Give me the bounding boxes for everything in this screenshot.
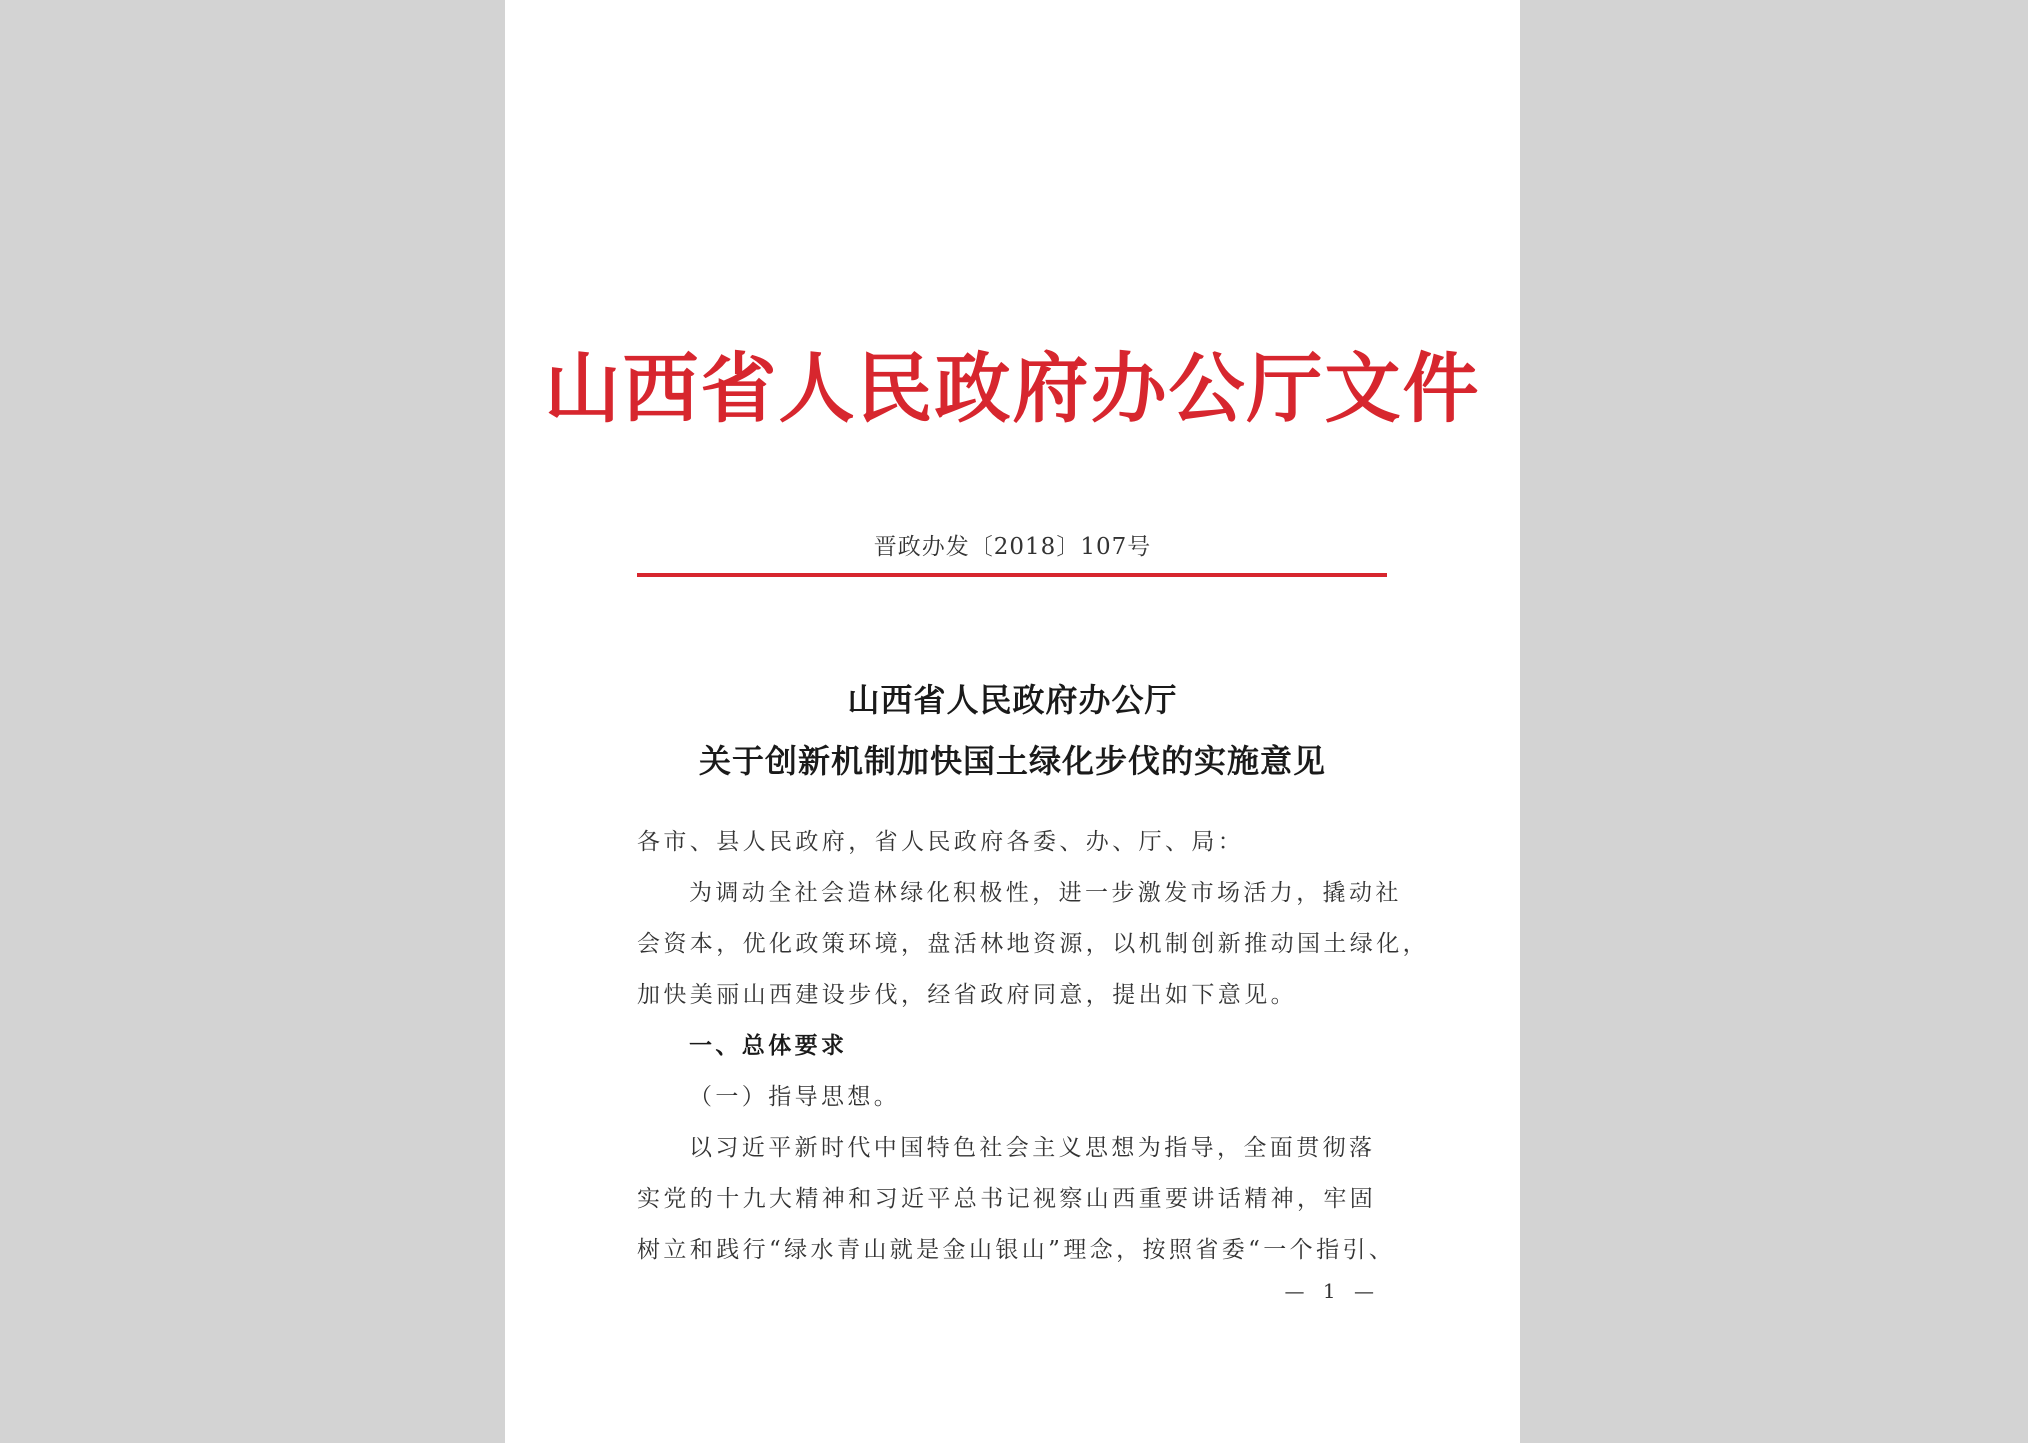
- subsection-heading: （一）指导思想。: [689, 1084, 901, 1110]
- document-page: [505, 0, 1520, 1443]
- document-number: 晋政办发〔2018〕107号: [873, 534, 1152, 560]
- body-line-2: 实党的十九大精神和习近平总书记视察山西重要讲话精神，牢固: [637, 1186, 1377, 1212]
- document-title-line1: 山西省人民政府办公厅: [847, 681, 1178, 719]
- intro-line-1: 为调动全社会造林绿化积极性，进一步激发市场活力，撬动社: [689, 880, 1402, 906]
- body-line-3: 树立和践行“绿水青山就是金山银山”理念，按照省委“一个指引、: [637, 1237, 1396, 1263]
- section-heading: 一、总体要求: [689, 1033, 848, 1059]
- page-number: — 1 —: [1284, 1279, 1380, 1303]
- document-title-line2: 关于创新机制加快国土绿化步伐的实施意见: [698, 742, 1326, 780]
- recipients-line: 各市、县人民政府，省人民政府各委、办、厅、局：: [637, 829, 1245, 855]
- red-divider: [637, 573, 1387, 577]
- body-line-1: 以习近平新时代中国特色社会主义思想为指导，全面贯彻落: [689, 1135, 1376, 1161]
- intro-line-3: 加快美丽山西建设步伐，经省政府同意，提出如下意见。: [637, 982, 1297, 1008]
- intro-line-2: 会资本，优化政策环境，盘活林地资源，以机制创新推动国土绿化，: [637, 931, 1429, 957]
- masthead-title: 山西省人民政府办公厅文件: [544, 344, 1481, 433]
